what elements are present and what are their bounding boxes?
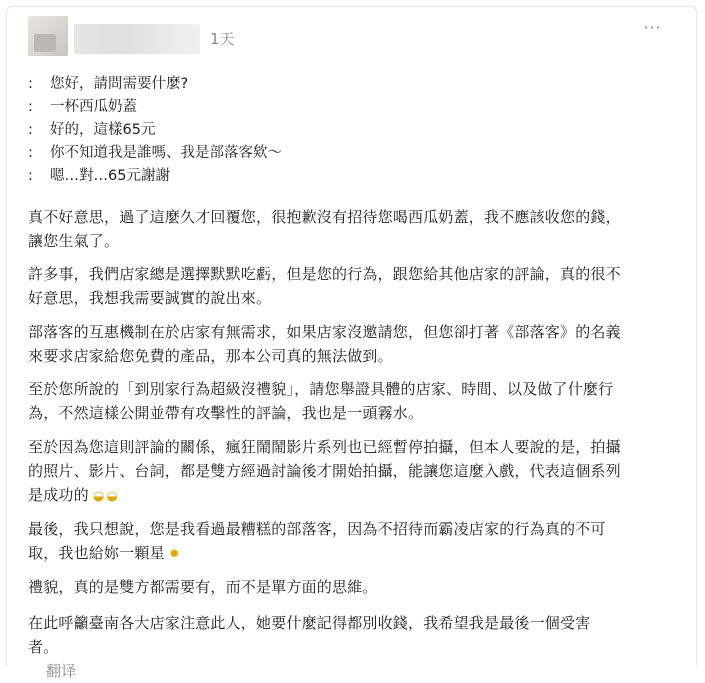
author-name-blurred[interactable] [74, 24, 200, 54]
avatar[interactable] [28, 16, 68, 56]
paragraph-final: 最後，我只想說，您是我看過最糟糕的部落客，因為不招待而霸凌店家的行為真的不可 取，我也給妳一顆星 ✹ [28, 517, 676, 567]
paragraph-evidence: 至於您所說的「到別家行為超級沒禮貌」，請您舉證具體的店家、時間、以及做了什麼行 為，不然這樣公開並帶有攻擊性的評論，我也是一頭霧水。 [28, 380, 614, 422]
dialog-line: : 您好，請問需要什麼? [28, 76, 189, 92]
paragraph-courtesy: 禮貌，真的是雙方都需要有，而不是單方面的思維。 [28, 578, 378, 596]
paragraph-video-series: 至於因為您這則評論的關係，瘋狂鬧鬧影片系列也已經暫停拍攝，但本人要說的是，拍攝 的照片、影片、台詞，都是雙方經過討論後才開始拍攝，能讓您這麼入戲，代表這個系列 是成功的 ◒ ◒ [28, 435, 676, 509]
dialog-line: : 好的，這樣65元 [28, 122, 156, 138]
translate-link[interactable]: 翻译 [46, 662, 77, 680]
hands-icon: ◒ [92, 489, 105, 504]
paragraph-warning: 在此呼籲臺南各大店家注意此人，她要什麼記得都別收錢，我希望我是最後一個受害 者。 翻译 [28, 611, 676, 683]
paragraph-apology: 真不好意思，過了這麼久才回覆您，很抱歉沒有招待您喝西瓜奶蓋，我不應該收您的錢， 讓您生氣了。 [28, 208, 621, 250]
dialog-block [28, 73, 282, 188]
hands-icon: ◒ [106, 489, 118, 504]
dialog-line: : 你不知道我是誰嗎、我是部落客欸～ [28, 145, 282, 161]
dialog-line: : 一杯西瓜奶蓋 [28, 99, 137, 115]
paragraph-blogger-mechanism: 部落客的互惠機制在於店家有無需求，如果店家沒邀請您，但您卻打著《部落客》的名義 來要求店家給您免費的產品，那本公司真的無法做到。 [28, 323, 621, 365]
post-header [28, 16, 668, 60]
more-horizontal-icon[interactable]: ⋯ [643, 17, 661, 38]
dialog-line: : 嗯…對…65元謝謝 [28, 168, 170, 184]
star-icon: ✹ [168, 547, 180, 562]
paragraph-honesty: 許多事，我們店家總是選擇默默吃虧，但是您的行為，跟您給其他店家的評論，真的很不 好意思，我想我需要誠實的說出來。 [28, 265, 621, 307]
post-time: 1天 [210, 30, 235, 48]
